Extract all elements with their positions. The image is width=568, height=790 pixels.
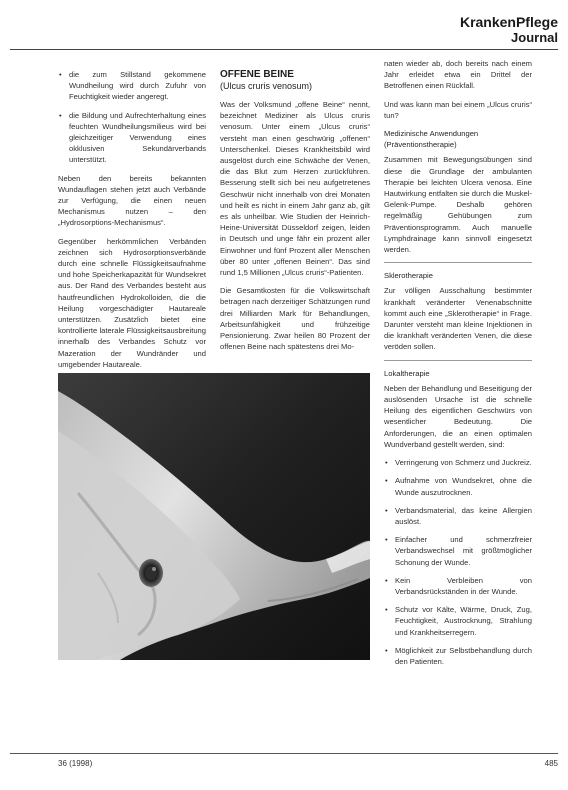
list-item: • Schutz vor Kälte, Wärme, Druck, Zug, Feuchtigkeit, Austrocknung, Strahlung und Krankheitserregern. <box>384 604 532 638</box>
leg-ulcer-photo <box>58 373 370 660</box>
list-item: • Kein Verbleiben von Verbandsrückständen in der Wunde. <box>384 575 532 597</box>
paragraph: Die Gesamtkosten für die Volkswirtschaft betragen nach derzeitiger Schätzungen rund drei Milliarden Mark für Behandlungen, Arbeitsunfähigkeit und frühzeitige Pensionierung. Zwar heilen 80 Prozent der offenen Beine nach spätestens drei Mo- <box>220 286 370 352</box>
paragraph: Und was kann man bei einem „Ulcus cruris“ tun? <box>384 99 532 120</box>
list-item: • die zum Stillstand gekommene Wundheilung wird durch Zufuhr von Feuchtigkeit wieder angeregt. <box>58 69 206 103</box>
column-left <box>58 69 206 377</box>
section-divider <box>384 360 532 361</box>
list-item: • Verringerung von Schmerz und Juckreiz. <box>384 457 532 468</box>
footer-rule <box>10 753 558 754</box>
page-number: 485 <box>544 759 558 768</box>
leg-ulcer-illustration <box>58 373 370 660</box>
list-item: • Aufnahme von Wundsekret, ohne die Wunde auszutrocknen. <box>384 475 532 497</box>
list-item: • Einfacher und schmerzfreier Verbandswechsel mit größtmöglicher Schonung der Wunde. <box>384 534 532 568</box>
paragraph: Was der Volksmund „offene Beine“ nennt, bezeichnet Mediziner als Ulcus cruris venosum. Unter einem „Ulcus cruris“ versteht man einen geschwürig „offenen“ Unterschenkel. Dieses Krankheitsbild wird ausgelöst durch eine Schwäche der Venen, die das Blut zum Herzen zurückführen. Besserung stellt sich bei neu aufgetretenes Geschwür nicht innerhalb von drei Monaten und heilt es nicht in einem Jahr ganz ab, gilt es als unheilbar. Wie Studien der Heinrich-Heine-Universität Düsseldorf zeigen, leiden in Deutsch und unge fähr ein prozent aller Einwohner und fünf Prozent aller Menschen über 80 unter „offenen Beinen“. Das sind rund 1,5 Millionen „Ulcus cruris“-Patienten. <box>220 100 370 278</box>
list-item: • die Bildung und Aufrechterhaltung eines feuchten Wundheilungsmilieus wird bei gleichzeitiger Verwendung eines okklusiven Sekundärverbands unterstützt. <box>58 110 206 166</box>
paragraph: Gegenüber herkömmlichen Verbänden zeichnen sich Hydrosorptionsverbände durch eine schnelle Flüssigkeitsaufnahme und hohe Speicherkapazität für Wundsekret aus. Der Rand des Verbandes besteht aus hautfreundlichen Hydrokolloiden, die die Heilung vorgeschädigter Hautareale unterstützen. Zusätzlich bietet eine kontrollierte laterale Flüssigkeitsausbreitung innerhalb des Verbandes Schutz vor Mazeration der Wundränder und umgebender Hautareale. <box>58 236 206 369</box>
journal-title-line2: Journal <box>511 30 558 45</box>
section-heading: Lokaltherapie <box>384 368 430 378</box>
section-heading: Sklerotherapie <box>384 271 433 281</box>
list-item: • Möglichkeit zur Selbstbehandlung durch den Patienten. <box>384 645 532 667</box>
section-heading: Medizinische Anwendungen (Präventionstherapie) <box>384 129 479 150</box>
column-middle <box>220 69 370 359</box>
paragraph: Zur völligen Ausschaltung bestimmter krankhaft veränderter Venenabschnitte kommt auch eine „Sklerotherapie“ in Frage. Darunter versteht man kleine Injektionen in die krankhaft veränderten Venen, die diese veröden sollen. <box>384 286 532 352</box>
bullet-list-left <box>58 69 206 166</box>
column-right <box>384 58 532 674</box>
paragraph: Neben der Behandlung und Beseitigung der auslösenden Ursache ist die schnelle Heilung des eigentlichen Geschwürs von wesentlicher Bedeutung. Die Anforderungen, die an einen optimalen Wundverband gestellt werden, sind: <box>384 383 532 449</box>
list-item: • Verbandsmaterial, das keine Allergien auslöst. <box>384 505 532 527</box>
article-subtitle: (Ulcus cruris venosum) <box>220 81 313 91</box>
paragraph: naten wieder ab, doch bereits nach einem Jahr erleidet etwa ein Drittel der Betroffenen einen Rückfall. <box>384 59 532 91</box>
journal-title <box>460 14 558 46</box>
header-rule <box>10 49 558 50</box>
paragraph: Zusammen mit Bewegungsübungen sind diese die Grundlage der ambulanten Therapie bei leichten Ulcera venosa. Eine Hautwirkung entfalten sie durch die Muskel-Gelenk-Pumpe. Deshalb gehören regelmäßig Gehübungen zum Präventionsprogramm. Auch manuelle Lymphdrainage kann sinnvoll eingesetzt werden. <box>384 155 532 255</box>
article-title: OFFENE BEINE <box>220 69 294 80</box>
issue-number: 36 (1998) <box>58 759 93 768</box>
paragraph: Neben den bereits bekannten Wundauflagen stehen jetzt auch Verbände zur Verfügung, die einen neuen Mechanismus nutzen – den „Hydrosorptions-Mechanismus“. <box>58 173 206 228</box>
section-divider <box>384 262 532 263</box>
journal-title-line1: KrankenPflege <box>459 14 558 30</box>
requirements-list <box>384 457 532 667</box>
